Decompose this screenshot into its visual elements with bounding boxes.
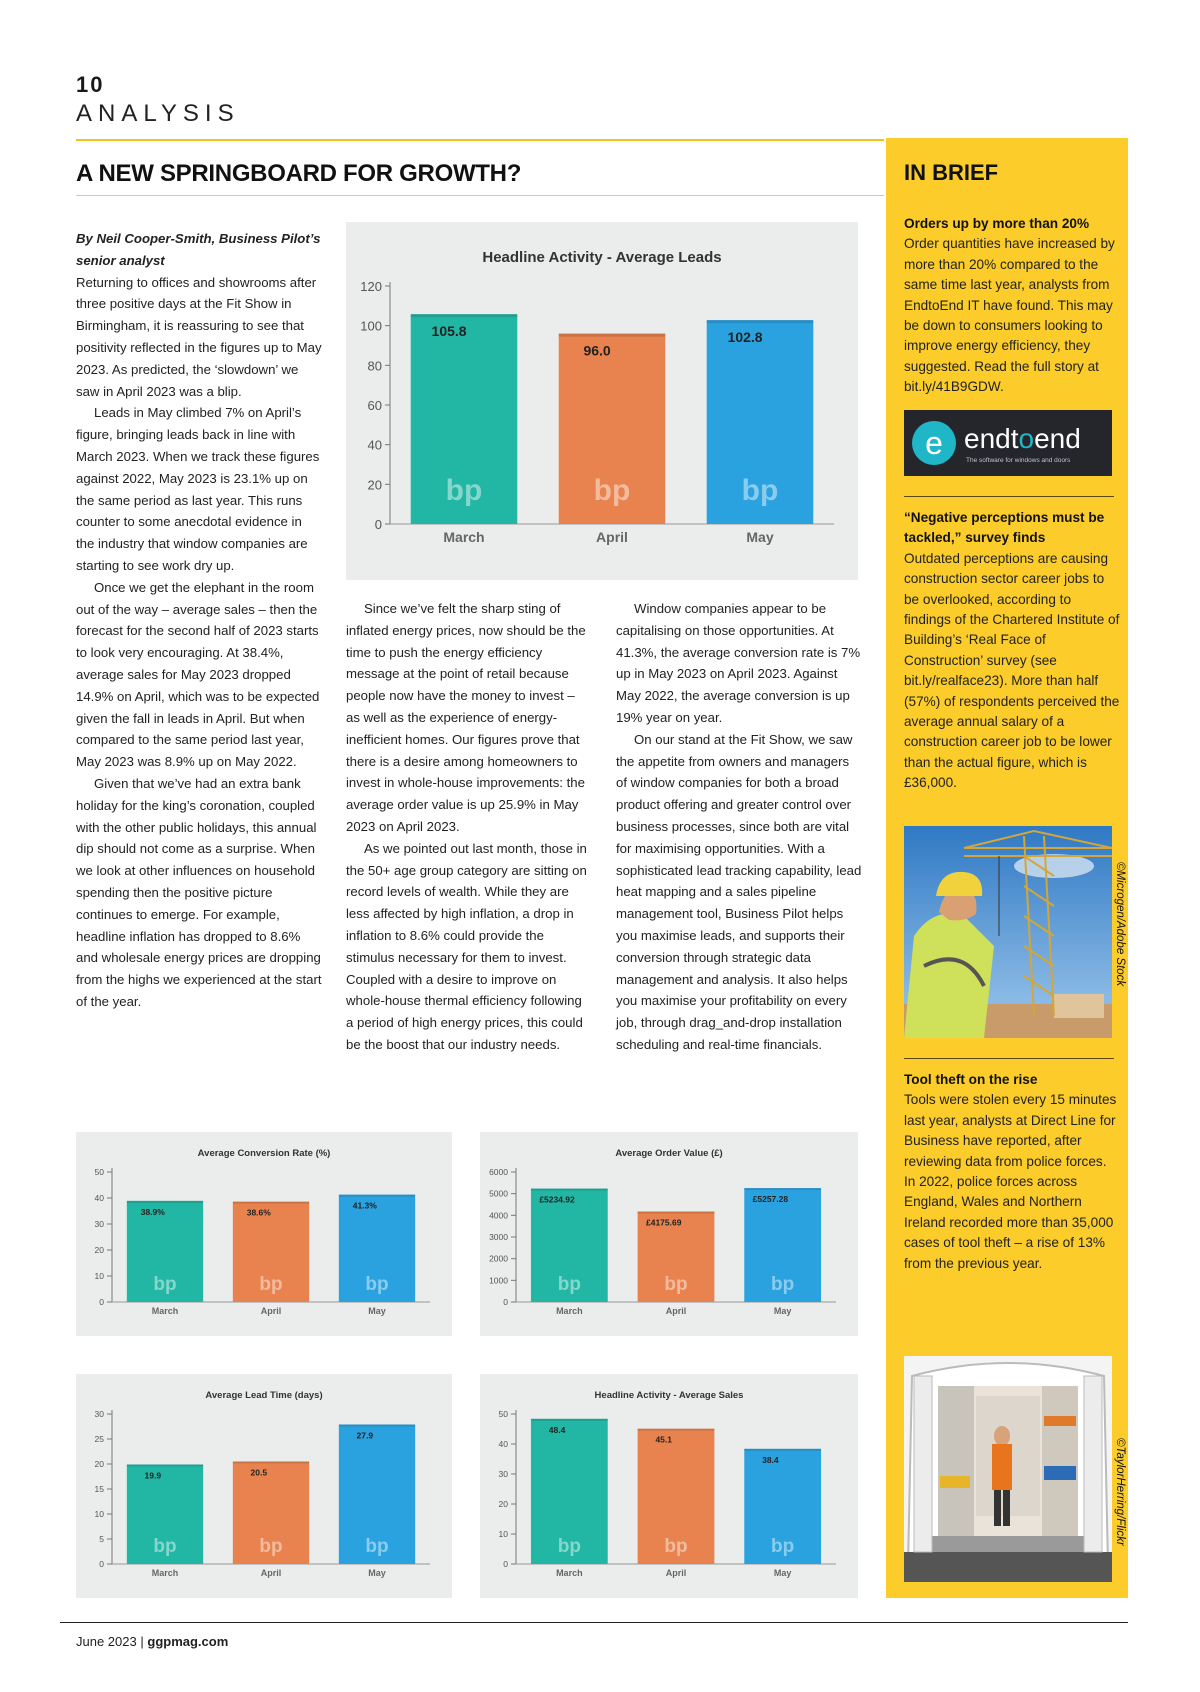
y-tick-label: 2000 — [489, 1253, 508, 1264]
y-tick-label: 20 — [367, 477, 382, 493]
chart-title: Average Lead Time (days) — [205, 1390, 323, 1401]
data-label: 102.8 — [727, 329, 763, 346]
chart-title: Average Order Value (£) — [615, 1148, 723, 1159]
y-tick-label: 15 — [94, 1484, 104, 1494]
brief-body: Tools were stolen every 15 minutes last year, analysts at Direct Line for Business have reported, after reviewing data from police forces. In 2022, police forces across England, Wales and Northern Ireland recorded more than 35,000 cases of tool theft – a rise of 13% from the previous year. — [904, 1092, 1117, 1271]
page-number: 10 — [76, 72, 105, 97]
x-tick-label: March — [151, 1568, 179, 1578]
y-tick-label: 10 — [94, 1509, 104, 1519]
paragraph: On our stand at the Fit Show, we saw the appetite from owners and managers of window companies for both a broad product offering and greater control over business processes, since both are vital for maximising opportunities. With a sophisticated lead tracking capability, lead heat mapping and a sales pipeline management tool, Business Pilot helps you maximise leads, and supports their conversion through strategic data management and analysis. It also helps you maximise your profitability on every job, through drag_and-drop installation scheduling and real-time financials. — [616, 731, 862, 1052]
data-label: 96.0 — [583, 342, 611, 359]
bar-top-edge — [339, 1195, 415, 1197]
bp-watermark: bp — [445, 474, 483, 507]
footer-separator: | — [140, 1634, 144, 1649]
chart-svg — [76, 1374, 452, 1598]
y-tick-label: 50 — [498, 1409, 508, 1419]
bp-watermark: bp — [664, 1274, 688, 1295]
y-tick-label: 0 — [99, 1559, 104, 1569]
y-tick-label: 20 — [94, 1245, 104, 1255]
chart-title: Average Conversion Rate (%) — [197, 1148, 331, 1159]
footer-date: June 2023 — [76, 1634, 137, 1649]
brief-heading: Tool theft on the rise — [904, 1072, 1038, 1087]
brief-item-tool-theft — [904, 1070, 1120, 1274]
y-tick-label: 5 — [99, 1534, 104, 1544]
sidebar-divider — [904, 1058, 1114, 1059]
byline: By Neil Cooper-Smith, Business Pilot’s senior analyst — [76, 231, 321, 268]
y-tick-label: 3000 — [489, 1232, 508, 1242]
paragraph: Leads in May climbed 7% on April’s figure, bringing leads back in line with March 2023. When we track these figures against 2022, May 2023 is 23.1% up on the same period as last year. This runs counter to some anecdotal evidence in the industry that window companies are starting to see work dry up. — [76, 405, 320, 573]
endtoend-logo — [904, 410, 1112, 476]
bp-watermark: bp — [741, 474, 779, 507]
bar-top-edge — [744, 1449, 821, 1451]
bar-top-edge — [707, 320, 814, 323]
section-title: ANALYSIS — [76, 100, 240, 127]
x-tick-label: May — [746, 529, 774, 545]
y-tick-label: 20 — [94, 1459, 104, 1469]
bp-watermark: bp — [557, 1274, 581, 1295]
bar-top-edge — [531, 1189, 608, 1191]
y-tick-label: 40 — [498, 1439, 508, 1449]
headline-rule — [76, 195, 884, 196]
y-tick-label: 0 — [374, 517, 382, 532]
data-label: 38.6% — [246, 1207, 271, 1218]
van-interior-photo — [904, 1356, 1112, 1582]
y-tick-label: 100 — [360, 318, 382, 334]
article-headline: A NEW SPRINGBOARD FOR GROWTH? — [76, 160, 522, 187]
bar-top-edge — [233, 1202, 309, 1204]
x-tick-label: April — [260, 1306, 282, 1316]
photo-credit: ©Microgen/Adobe Stock — [1114, 862, 1126, 987]
data-label: 27.9 — [356, 1430, 374, 1441]
sidebar-divider — [904, 496, 1114, 497]
bp-watermark: bp — [365, 1536, 389, 1557]
x-tick-label: April — [596, 529, 628, 545]
brief-item-orders — [904, 214, 1120, 398]
y-tick-label: 10 — [498, 1529, 508, 1539]
y-tick-label: 60 — [367, 398, 382, 413]
chart-title: Headline Activity - Average Sales — [594, 1390, 744, 1401]
chart-conversion-rate — [76, 1132, 452, 1336]
x-tick-label: May — [773, 1568, 792, 1578]
x-tick-label: May — [368, 1568, 386, 1578]
x-tick-label: May — [773, 1306, 792, 1316]
x-tick-label: April — [665, 1568, 687, 1578]
chart-average-leads — [346, 222, 858, 580]
data-label: 105.8 — [431, 323, 467, 340]
y-tick-label: 6000 — [489, 1167, 508, 1177]
y-tick-label: 4000 — [489, 1210, 508, 1221]
x-tick-label: April — [260, 1568, 282, 1578]
data-label: 38.4 — [762, 1454, 779, 1465]
bar-top-edge — [531, 1419, 608, 1421]
y-tick-label: 5000 — [489, 1188, 508, 1199]
x-tick-label: March — [556, 1568, 583, 1578]
data-label: £5234.92 — [539, 1194, 575, 1205]
bar-top-edge — [411, 314, 518, 317]
brief-body: Order quantities have increased by more than 20% compared to the same time last year, analysts from EndtoEnd IT have found. This may be down to consumers looking to improve energy efficiency, they suggested. Read the full story at bit.ly/41B9GDW. — [904, 236, 1115, 395]
article-column-3 — [616, 598, 862, 1056]
y-tick-label: 40 — [94, 1193, 104, 1203]
chart-lead-time — [76, 1374, 452, 1598]
chart-svg — [346, 222, 858, 580]
bp-watermark: bp — [557, 1536, 581, 1557]
y-tick-label: 0 — [99, 1297, 104, 1307]
chart-svg — [480, 1374, 858, 1598]
bar-top-edge — [638, 1212, 715, 1214]
brief-item-perceptions — [904, 508, 1120, 794]
sidebar-title: IN BRIEF — [904, 160, 999, 185]
paragraph: Since we’ve felt the sharp sting of inflated energy prices, now should be the time to push the energy efficiency message at the point of retail because people now have the money to invest – as well as the experience of energy-inefficient homes. Our figures prove that there is a desire among homeowners to invest in whole-house improvements: the average order value is up 25.9% in May 2023 on April 2023. — [346, 601, 586, 834]
x-tick-label: May — [368, 1306, 386, 1316]
bar-top-edge — [559, 334, 666, 337]
bar-top-edge — [127, 1201, 203, 1203]
y-tick-label: 40 — [367, 437, 382, 453]
data-label: 19.9 — [144, 1470, 162, 1481]
bar-top-edge — [127, 1465, 203, 1467]
y-tick-label: 0 — [503, 1559, 508, 1569]
y-tick-label: 50 — [94, 1167, 104, 1177]
bp-watermark: bp — [771, 1274, 795, 1295]
paragraph: Given that we’ve had an extra bank holiday for the king’s coronation, coupled with the other public holidays, this annual dip should not come as a surprise. When we look at other influences on household spending then the positive picture continues to emerge. For example, headline inflation has dropped to 8.6% and wholesale energy prices are dropping from the highs we experienced at the start of the year. — [76, 775, 322, 1009]
x-tick-label: March — [443, 529, 485, 545]
y-tick-label: 25 — [94, 1434, 104, 1444]
data-label: 45.1 — [655, 1434, 672, 1445]
y-tick-label: 120 — [360, 279, 382, 294]
chart-average-sales — [480, 1374, 858, 1598]
bp-watermark: bp — [259, 1536, 283, 1557]
logo-tagline: The software for windows and doors — [966, 457, 1071, 464]
y-tick-label: 20 — [498, 1499, 508, 1509]
paragraph: Returning to offices and showrooms after three positive days at the Fit Show in Birmingham, it is reassuring to see that positivity reflected in the figures up to May 2023. As predicted, the ‘slowdown’ we saw in April 2023 was a blip. — [76, 274, 322, 399]
article-column-2 — [346, 598, 592, 1056]
x-tick-label: April — [665, 1306, 687, 1316]
chart-svg — [480, 1132, 858, 1336]
data-label: £4175.69 — [645, 1217, 682, 1228]
chart-title: Headline Activity - Average Leads — [482, 249, 722, 266]
bp-watermark: bp — [664, 1536, 688, 1557]
article-column-1 — [76, 228, 322, 1013]
bp-watermark: bp — [259, 1274, 283, 1295]
y-tick-label: 30 — [94, 1409, 104, 1419]
paragraph: Window companies appear to be capitalising on those opportunities. At 41.3%, the average conversion rate is 7% up in May 2023 on April 2023. Against May 2022, the average conversion is up 19% year on year. — [616, 601, 861, 725]
y-tick-label: 1000 — [489, 1275, 508, 1286]
bp-watermark: bp — [771, 1536, 795, 1557]
data-label: 41.3% — [352, 1200, 377, 1211]
construction-worker-photo — [904, 826, 1112, 1038]
data-label: £5257.28 — [752, 1194, 789, 1205]
footer-site: ggpmag.com — [147, 1634, 229, 1649]
x-tick-label: March — [151, 1306, 179, 1316]
header-rule — [76, 139, 884, 141]
bp-watermark: bp — [593, 474, 631, 507]
paragraph: Once we get the elephant in the room out of the way – average sales – then the forecast for the second half of 2023 starts to look very encouraging. At 38.4%, average sales for May 2023 dropped 14.9% on April, which was to be expected given the fall in leads in April. But when compared to the same period last year, May 2023 was 8.9% up on May 2022. — [76, 579, 320, 770]
data-label: 20.5 — [250, 1467, 268, 1478]
brief-body: Outdated perceptions are causing construction sector career jobs to be overlooked, according to findings of the Chartered Institute of Building’s ‘Real Face of Construction’ survey (see bit.ly/realface23). More than half (57%) of respondents perceived the average annual salary of a construction career job to be lower than the actual figure, which is £36,000. — [904, 550, 1120, 791]
y-tick-label: 10 — [94, 1271, 104, 1281]
bp-watermark: bp — [153, 1536, 177, 1557]
logo-letter: e — [925, 425, 943, 461]
bar-top-edge — [233, 1462, 309, 1464]
bp-watermark: bp — [153, 1274, 177, 1295]
bp-watermark: bp — [365, 1274, 389, 1295]
photo-credit: ©TaylorHerring/Flickr — [1114, 1438, 1126, 1546]
y-tick-label: 80 — [367, 358, 382, 374]
brief-heading: “Negative perceptions must be tackled,” survey finds — [904, 510, 1105, 546]
logo-wordmark: endtoend — [964, 423, 1081, 454]
paragraph: As we pointed out last month, those in the 50+ age group category are sitting on record levels of wealth. While they are less affected by high inflation, a drop in inflation to 8.6% could provide the stimulus necessary for them to invest. Coupled with a desire to improve on whole-house thermal efficiency following a period of high energy prices, this could be the boost that our industry needs. — [346, 840, 587, 1052]
x-tick-label: March — [556, 1306, 583, 1316]
y-tick-label: 30 — [498, 1469, 508, 1479]
footer-rule — [60, 1622, 1128, 1623]
data-label: 48.4 — [548, 1424, 566, 1435]
in-brief-sidebar — [886, 138, 1128, 1598]
chart-order-value — [480, 1132, 858, 1336]
y-tick-label: 0 — [503, 1297, 508, 1307]
bar-top-edge — [744, 1188, 821, 1190]
chart-svg — [76, 1132, 452, 1336]
bar-top-edge — [339, 1425, 415, 1427]
bar-top-edge — [638, 1429, 715, 1431]
y-tick-label: 30 — [94, 1219, 104, 1229]
page-footer — [76, 1634, 228, 1649]
brief-heading: Orders up by more than 20% — [904, 216, 1090, 231]
data-label: 38.9% — [140, 1206, 165, 1217]
